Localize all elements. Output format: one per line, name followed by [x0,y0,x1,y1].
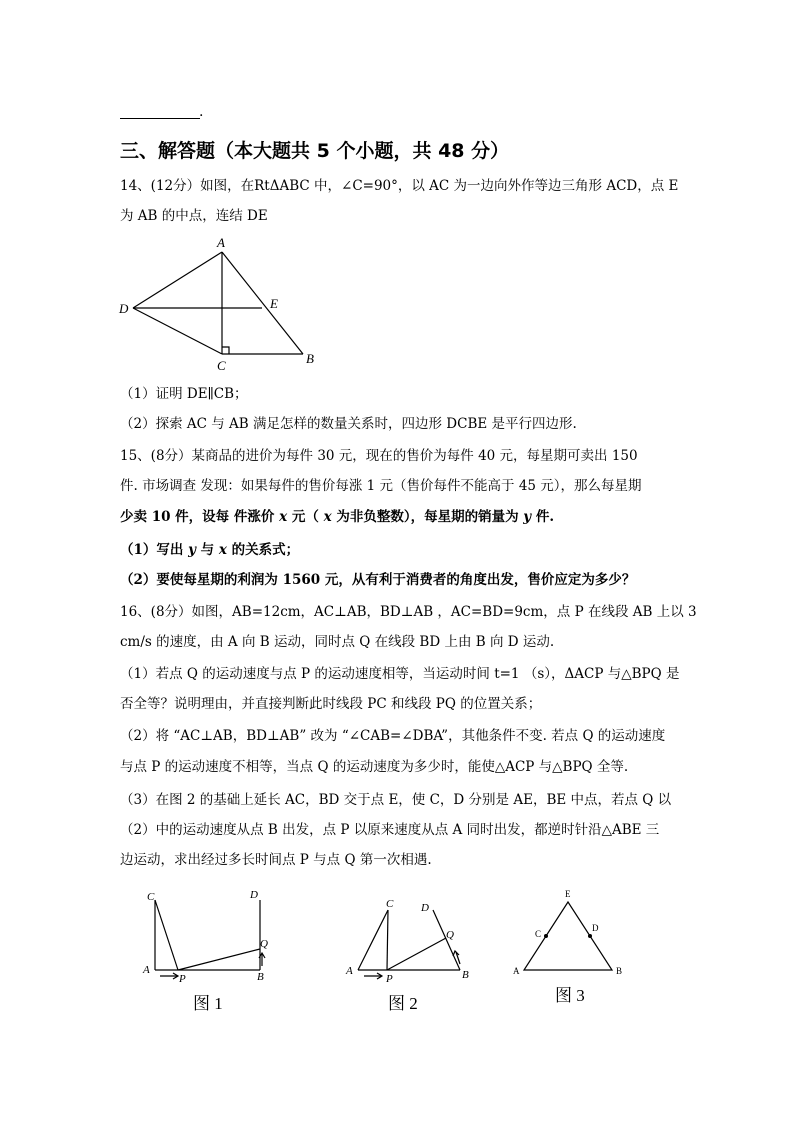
fig3-point-C [544,934,548,938]
q14-line1: 14、(12分）如图，在RtΔABC 中，∠C=90°，以 AC 为一边向外作等边三角形 ACD，点 E [120,178,679,194]
var-x: x [323,509,332,525]
fig2-label-P: P [386,973,393,985]
figure-1 [138,880,278,1020]
q15-line3-text-a: 少卖 10 件，设每 件涨价 [120,509,280,525]
q16-part2-line1: （2）将 “AC⊥AB，BD⊥AB” 改为 “∠CAB=∠DBA”，其他条件不变. 若点 Q 的运动速度 [120,728,666,744]
q16-part2-line2: 与点 P 的运动速度不相等，当点 Q 的运动速度为多少时，能使△ACP 与△BPQ 全等. [120,759,629,775]
fig3-label-C: C [535,929,542,939]
fig2-caption: 图 2 [388,994,418,1013]
fig1-label-D: D [250,889,258,901]
q15-line3 [120,507,554,527]
fig3-label-E: E [565,889,571,899]
q15-line3-text-d: 件. [531,509,555,525]
q14-figure [110,232,320,382]
q14-part2: （2）探索 AC 与 AB 满足怎样的数量关系时，四边形 DCBE 是平行四边形. [120,416,577,432]
q15-part1-text-a: （1）写出 [120,542,189,558]
q14-label-A: A [217,235,225,250]
fig1-label-C: C [147,891,155,903]
q16-line2: cm/s 的速度，由 A 向 B 运动，同时点 Q 在线段 BD 上由 B 向 D 运动. [120,634,555,650]
q14-label-C: C [217,358,226,373]
fig3-label-B: B [616,966,623,976]
fig2-label-Q: Q [446,929,454,941]
q16-part1-line2: 否全等？说明理由，并直接判断此时线段 PC 和线段 PQ 的位置关系； [120,696,542,712]
q16-part3-line1: （3）在图 2 的基础上延长 AC，BD 交于点 E，使 C，D 分别是 AE，BE 中点，若点 Q 以 [120,792,672,808]
var-x: x [218,542,227,558]
fig3-point-D [588,934,592,938]
q15-part1-text-c: 的关系式； [226,542,300,558]
q14-label-D: D [119,301,129,316]
q14-edge-AD [133,252,222,308]
q15-line3-text-c: 为非负整数），每星期的销量为 [331,509,524,525]
fig2-label-C: C [386,898,394,910]
fig1-label-Q: Q [260,938,268,950]
fig1-caption: 图 1 [193,994,223,1013]
q14-label-E: E [270,296,278,311]
fig2-label-A: A [346,965,353,977]
blank-period: . [199,104,204,120]
figure-3 [508,880,638,1020]
fig3-label-D: D [592,923,599,933]
fig2-segment-CP [387,910,388,970]
right-angle-mark [222,347,229,354]
q15-line2: 件. 市场调查 发现：如果每件的售价每涨 1 元（售价每件不能高于 45 元），那么每星期 [120,478,642,494]
q15-part1 [120,540,299,560]
fig1-label-B: B [257,971,264,983]
answer-blank [120,118,200,119]
fig2-segment-PQ [387,938,446,970]
q14-part1: （1）证明 DE∥CB； [120,386,248,402]
fig1-segment-PQ [178,949,260,970]
q14-line2: 为 AB 的中点，连结 DE [120,208,268,224]
q15-line1: 15、(8分）某商品的进价为每件 30 元，现在的售价为每件 40 元，每星期可卖出 150 [120,448,638,464]
fig1-label-A: A [143,964,150,976]
fig1-label-P: P [179,973,186,985]
fig3-label-A: A [513,966,520,976]
q16-part3-line2: （2）中的运动速度从点 B 出发，点 P 以原来速度从点 A 同时出发，都逆时针沿△ABE 三 [120,822,660,838]
fig2-segment-AC [358,910,388,970]
figure-2 [336,880,486,1020]
section-title: 三、解答题（本大题共 5 个小题，共 48 分） [120,140,510,162]
fig3-caption: 图 3 [555,986,585,1005]
q16-part3-line3: 边运动，求出经过多长时间点 P 与点 Q 第一次相遇. [120,852,432,868]
q15-part2: （2）要使每星期的利润为 1560 元，从有利于消费者的角度出发，售价应定为多少？ [120,572,636,588]
var-y: y [523,509,532,525]
var-x: x [279,509,288,525]
q14-edge-AB [222,252,303,354]
q15-line3-text-b: 元（ [287,509,324,525]
q14-edge-DC [133,308,222,354]
q16-part1-line1: （1）若点 Q 的运动速度与点 P 的运动速度相等，当运动时间 t=1 （s），ΔACP 与△BPQ 是 [120,666,680,682]
q15-part1-text-b: 与 [195,542,219,558]
q14-label-B: B [306,351,314,366]
fig2-label-B: B [462,969,469,981]
var-y: y [188,542,196,558]
fig1-segment-CP [155,900,178,970]
q16-line1: 16、(8分）如图，AB=12cm，AC⊥AB，BD⊥AB ，AC=BD=9cm，点 P 在线段 AB 上以 3 [120,604,697,620]
fig2-label-D: D [421,902,429,914]
